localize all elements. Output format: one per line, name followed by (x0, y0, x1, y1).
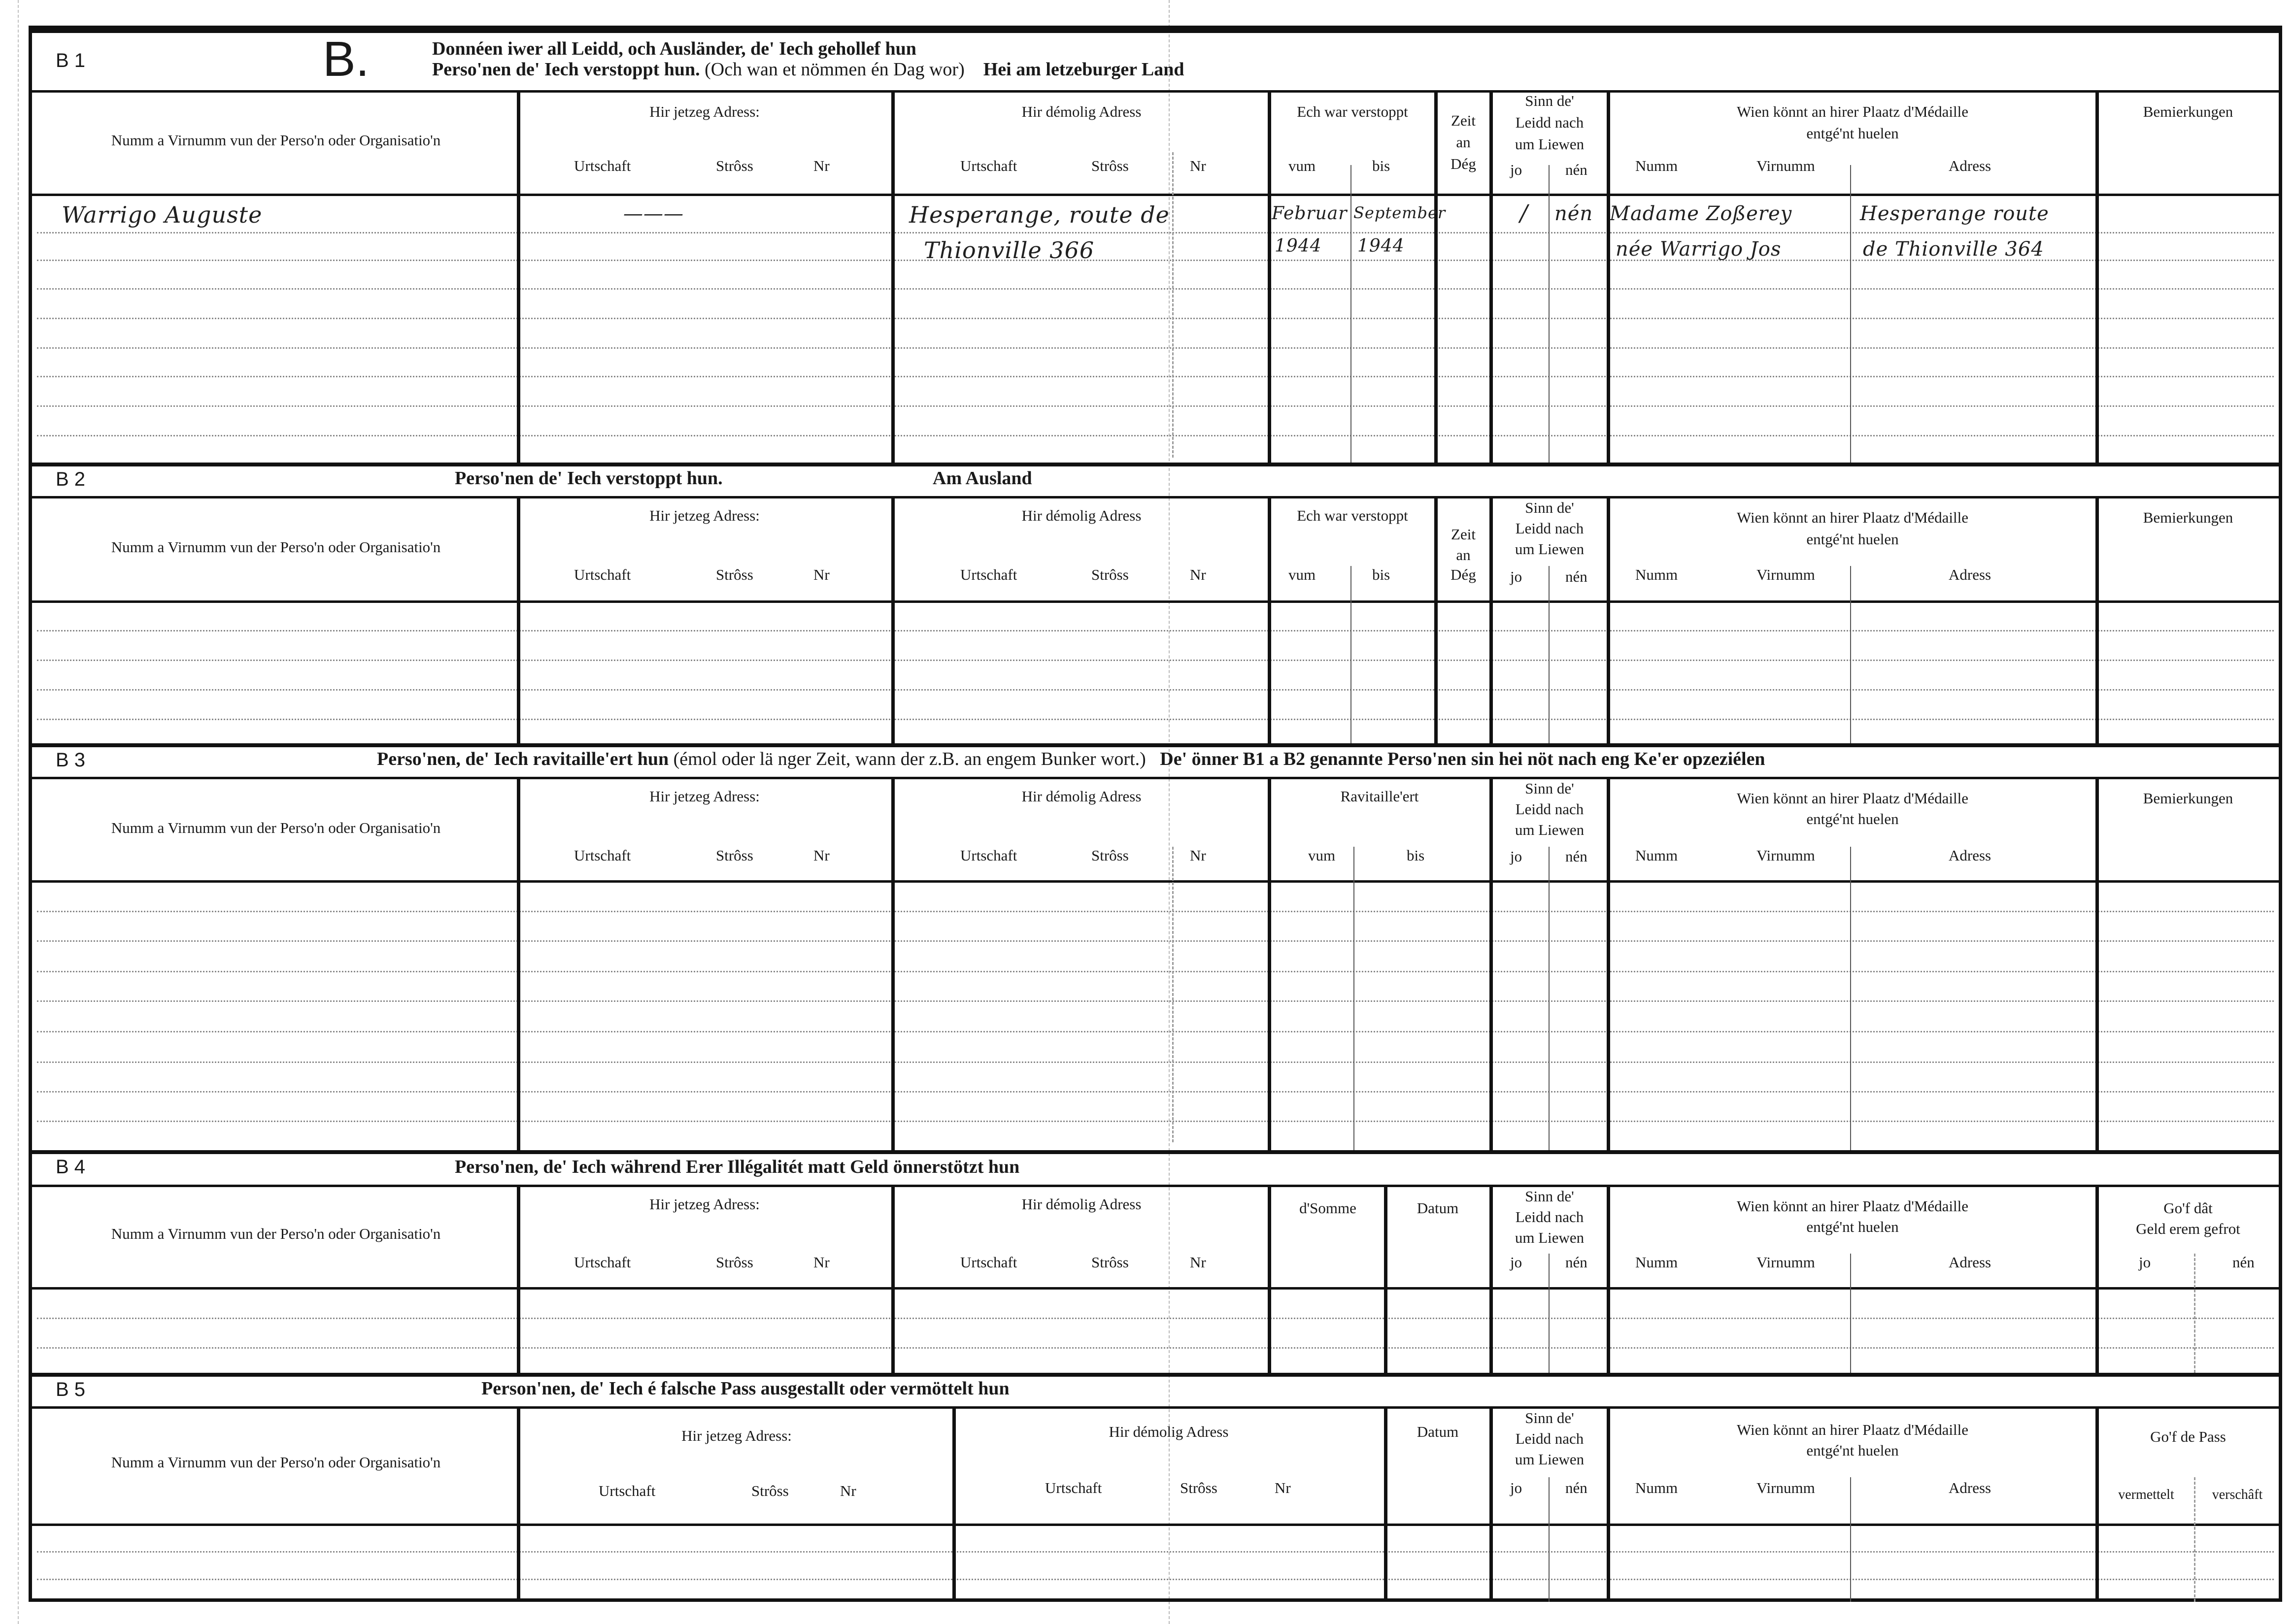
b4-row-line (37, 1347, 2274, 1349)
b1-row-line (37, 288, 2274, 290)
b1-entry-former-address-line1: Hesperange, route de (909, 201, 1170, 228)
b2-row-line (37, 689, 2274, 691)
b1-title-main: Perso'nen de' Iech verstoppt hun. (432, 59, 700, 80)
b2-col-line (891, 496, 895, 743)
b3-stross-header: Strôss (1091, 847, 1129, 864)
b3-medal-line1: Wien könnt an hirer Plaatz d'Médaille (1736, 790, 1969, 807)
b1-col-line (1549, 165, 1550, 463)
b1-entry-from-line1: Februar (1272, 203, 1348, 224)
b2-urtschaft-header: Urtschaft (960, 566, 1017, 583)
b1-urtschaft-header: Urtschaft (574, 157, 631, 174)
b3-col-line (891, 777, 895, 1150)
b1-col-line (891, 90, 895, 463)
b5-date-header: Datum (1417, 1423, 1459, 1440)
b2-header-top (32, 496, 2279, 498)
b1-alive-line1: Sinn de' (1525, 92, 1574, 109)
b5-header-bottom (32, 1524, 2279, 1526)
b4-medal-firstname-header: Virnumm (1756, 1254, 1815, 1271)
b5-urtschaft-header: Urtschaft (599, 1482, 656, 1499)
b5-arranged-header: vermettelt (2118, 1487, 2174, 1502)
form-sheet (29, 26, 2282, 1602)
b3-medal-firstname-header: Virnumm (1756, 847, 1815, 864)
b2-medal-firstname-header: Virnumm (1756, 566, 1815, 583)
b5-former-address-header: Hir démolig Adress (1109, 1423, 1229, 1440)
b1-row-line (37, 376, 2274, 377)
b1-entry-alive-no: nén (1554, 202, 1593, 225)
b4-col-line (2194, 1254, 2195, 1373)
b2-row-line (37, 630, 2274, 631)
b5-pass-header: Go'f de Pass (2150, 1428, 2226, 1445)
b4-stross-header: Strôss (1091, 1254, 1129, 1271)
b4-alive-line3: um Liewen (1515, 1229, 1585, 1246)
b4-current-address-header: Hir jetzeg Adress: (649, 1195, 760, 1213)
b5-col-line (1850, 1477, 1851, 1602)
b3-no-header: nén (1565, 848, 1587, 865)
b4-former-address-header: Hir démolig Adress (1021, 1195, 1142, 1213)
b3-stross-header: Strôss (716, 847, 753, 864)
b2-days-line1: Zeit (1451, 526, 1476, 543)
b1-stross-header: Strôss (716, 157, 753, 174)
b2-header-bottom (32, 600, 2279, 603)
b3-row-line (37, 1061, 2274, 1063)
b1-former-address-header: Hir démolig Adress (1021, 103, 1142, 120)
b1-medal-line2: entgé'nt huelen (1806, 125, 1899, 142)
b2-title-location: Am Ausland (933, 468, 1032, 489)
b3-title (377, 748, 1765, 770)
b3-col-line (1850, 847, 1851, 1150)
b5-stross-header: Strôss (1180, 1479, 1217, 1496)
b2-to-header: bis (1372, 566, 1390, 583)
b1-title-paren-text: (Och wan et nömmen én Dag wor) (705, 59, 965, 80)
b3-row-line (37, 1031, 2274, 1032)
b1-col-line (1350, 165, 1351, 463)
b1-row-line (37, 405, 2274, 407)
b1-col-line (517, 90, 520, 463)
b5-stross-header: Strôss (751, 1482, 789, 1499)
b1-title-line2 (432, 59, 1184, 80)
b3-col-line (517, 777, 520, 1150)
b1-alive-line3: um Liewen (1515, 135, 1585, 153)
b1-nr-header: Nr (1190, 157, 1206, 174)
b1-medal-address-header: Adress (1949, 157, 1991, 174)
b1-days-line1: Zeit (1451, 112, 1476, 129)
b3-header-bottom (32, 880, 2279, 883)
b2-no-header: nén (1565, 568, 1587, 585)
b3-row-line (37, 1000, 2274, 1002)
b2-days-line2: an (1456, 546, 1471, 563)
b2-yes-header: jo (1510, 568, 1522, 585)
b3-col-line (1268, 777, 1271, 1150)
b1-entry-from-line2: 1944 (1275, 236, 1322, 256)
b2-col-line (517, 496, 520, 743)
left-edge-line (18, 0, 19, 1624)
b4-title: Perso'nen, de' Iech während Erer Illégalitét matt Geld önnerstötzt hun (455, 1157, 1020, 1177)
b3-current-address-header: Hir jetzeg Adress: (649, 788, 760, 805)
b2-remarks-header: Bemierkungen (2143, 509, 2233, 526)
b4-top-border (32, 1150, 2279, 1154)
b5-alive-line2: Leidd nach (1515, 1430, 1584, 1447)
b3-medal-address-header: Adress (1949, 847, 1991, 864)
b1-title-line1: Donnéen iwer all Leidd, och Ausländer, de' Iech gehollef hun (432, 38, 916, 59)
b5-row-line (37, 1579, 2274, 1580)
b3-from-header: vum (1308, 847, 1336, 864)
b5-section-label: B 5 (56, 1379, 86, 1400)
b5-header-top (32, 1406, 2279, 1409)
b5-medal-line2: entgé'nt huelen (1806, 1442, 1899, 1459)
b3-row-line (37, 971, 2274, 972)
b1-medal-line1: Wien könnt an hirer Plaatz d'Médaille (1736, 103, 1969, 120)
b2-from-header: vum (1288, 566, 1316, 583)
b5-yes-header: jo (1510, 1479, 1522, 1496)
b1-hidden-header: Ech war verstoppt (1297, 103, 1408, 120)
b1-entry-medal-address-line2: de Thionville 364 (1863, 238, 2044, 261)
b2-medal-address-header: Adress (1949, 566, 1991, 583)
b3-alive-line2: Leidd nach (1515, 800, 1584, 818)
b2-hidden-header: Ech war verstoppt (1297, 507, 1408, 524)
b3-header-top (32, 777, 2279, 779)
b4-nr-header: Nr (1190, 1254, 1206, 1271)
b1-days-line3: Dég (1451, 155, 1476, 172)
b4-medal-name-header: Numm (1635, 1254, 1678, 1271)
b3-col-line (1549, 847, 1550, 1150)
b2-medal-name-header: Numm (1635, 566, 1678, 583)
b1-col-line (1172, 152, 1174, 458)
b5-col-line (1549, 1477, 1550, 1602)
b3-row-line (37, 1121, 2274, 1122)
b2-nr-header: Nr (1190, 566, 1206, 583)
b1-col-line (2095, 90, 2099, 463)
b4-urtschaft-header: Urtschaft (960, 1254, 1017, 1271)
b1-row-line (37, 347, 2274, 349)
b2-days-line3: Dég (1451, 566, 1476, 583)
b2-medal-line1: Wien könnt an hirer Plaatz d'Médaille (1736, 509, 1969, 526)
b1-remarks-header: Bemierkungen (2143, 103, 2233, 120)
b1-nr-header: Nr (813, 157, 830, 174)
b5-no-header: nén (1565, 1479, 1587, 1496)
b1-no-header: nén (1565, 161, 1587, 178)
b4-medal-line1: Wien könnt an hirer Plaatz d'Médaille (1736, 1197, 1969, 1215)
b3-remarks-header: Bemierkungen (2143, 790, 2233, 807)
b2-row-line (37, 719, 2274, 720)
b1-entry-name: Warrigo Auguste (62, 201, 263, 228)
b1-row-line (37, 435, 2274, 436)
b3-title-note: De' önner B1 a B2 genannte Perso'nen sin hei nöt nach eng Ke'er opzeziélen (1160, 749, 1765, 769)
b3-col-line (1353, 847, 1354, 1150)
b2-stross-header: Strôss (716, 566, 753, 583)
b1-entry-alive-yes: / (1520, 199, 1528, 226)
b5-medal-address-header: Adress (1949, 1479, 1991, 1496)
b5-provided-header: verschâft (2212, 1487, 2263, 1502)
b1-entry-medal-address-line1: Hesperange route (1860, 202, 2049, 225)
b3-alive-line3: um Liewen (1515, 821, 1585, 838)
b4-section-label: B 4 (56, 1156, 86, 1178)
b3-alive-line1: Sinn de' (1525, 780, 1574, 797)
b5-nr-header: Nr (1275, 1479, 1291, 1496)
b4-header-bottom (32, 1287, 2279, 1290)
b2-row-line (37, 660, 2274, 661)
b2-alive-line2: Leidd nach (1515, 520, 1584, 537)
b4-medal-address-header: Adress (1949, 1254, 1991, 1271)
b4-alive-line1: Sinn de' (1525, 1188, 1574, 1205)
b5-row-line (37, 1551, 2274, 1553)
b5-name-header: Numm a Virnumm vun der Perso'n oder Organisatio'n (111, 1454, 441, 1471)
b4-urtschaft-header: Urtschaft (574, 1254, 631, 1271)
b4-row-line (37, 1318, 2274, 1319)
b2-top-border (32, 463, 2279, 466)
b5-col-line (2194, 1477, 2195, 1602)
b2-section-label: B 2 (56, 468, 86, 490)
b2-current-address-header: Hir jetzeg Adress: (649, 507, 760, 524)
b1-col-line (1268, 90, 1271, 463)
b1-entry-to-line1: September (1353, 203, 1446, 222)
b3-supplied-header: Ravitaille'ert (1340, 788, 1419, 805)
b4-repay-yes-header: jo (2139, 1254, 2151, 1271)
b4-repay-no-header: nén (2232, 1254, 2255, 1271)
b3-row-line (37, 1091, 2274, 1093)
b4-stross-header: Strôss (716, 1254, 753, 1271)
b3-medal-line2: entgé'nt huelen (1806, 810, 1899, 828)
b2-title: Perso'nen de' Iech verstoppt hun. (455, 468, 723, 489)
section-letter: B. (323, 32, 370, 87)
b1-header-top (32, 90, 2279, 93)
b3-title-main: Perso'nen, de' Iech ravitaille'ert hun (377, 749, 669, 769)
b3-nr-header: Nr (1190, 847, 1206, 864)
b2-former-address-header: Hir démolig Adress (1021, 507, 1142, 524)
b1-medal-firstname-header: Virnumm (1756, 157, 1815, 174)
b4-date-header: Datum (1417, 1199, 1459, 1217)
b3-row-line (37, 940, 2274, 942)
b1-header-bottom (32, 194, 2279, 196)
b1-urtschaft-header: Urtschaft (960, 157, 1017, 174)
b1-entry-medal-name-line2: née Warrigo Jos (1616, 238, 1782, 261)
b4-alive-line2: Leidd nach (1515, 1208, 1584, 1226)
b4-repay-line1: Go'f dât (2163, 1199, 2213, 1217)
b2-alive-line1: Sinn de' (1525, 499, 1574, 516)
b2-col-line (1268, 496, 1271, 743)
b3-top-border (32, 743, 2279, 747)
b2-col-line (1350, 566, 1351, 743)
b2-urtschaft-header: Urtschaft (574, 566, 631, 583)
b3-urtschaft-header: Urtschaft (960, 847, 1017, 864)
b3-former-address-header: Hir démolig Adress (1021, 788, 1142, 805)
b1-to-header: bis (1372, 157, 1390, 174)
b1-from-header: vum (1288, 157, 1316, 174)
b4-col-line (1850, 1254, 1851, 1373)
b4-repay-line2: Geld erem gefrot (2136, 1220, 2240, 1237)
b5-medal-name-header: Numm (1635, 1479, 1678, 1496)
b1-name-header: Numm a Virnumm vun der Perso'n oder Organisatio'n (111, 132, 441, 149)
b2-name-header: Numm a Virnumm vun der Perso'n oder Organisatio'n (111, 538, 441, 556)
b4-medal-line2: entgé'nt huelen (1806, 1218, 1899, 1235)
b1-col-line (1850, 165, 1851, 463)
b5-urtschaft-header: Urtschaft (1045, 1479, 1102, 1496)
b4-nr-header: Nr (813, 1254, 830, 1271)
b1-medal-name-header: Numm (1635, 157, 1678, 174)
b3-urtschaft-header: Urtschaft (574, 847, 631, 864)
b5-top-border (32, 1373, 2279, 1377)
b1-entry-former-address-line2: Thionville 366 (924, 237, 1095, 264)
b3-section-label: B 3 (56, 749, 86, 771)
b4-header-top (32, 1185, 2279, 1187)
b2-nr-header: Nr (813, 566, 830, 583)
b5-alive-line3: um Liewen (1515, 1451, 1585, 1468)
b5-title: Person'nen, de' Iech é falsche Pass ausgestallt oder vermöttelt hun (481, 1378, 1010, 1399)
b5-medal-firstname-header: Virnumm (1756, 1479, 1815, 1496)
b5-current-address-header: Hir jetzeg Adress: (681, 1427, 792, 1444)
b2-stross-header: Strôss (1091, 566, 1129, 583)
b1-alive-line2: Leidd nach (1515, 114, 1584, 131)
b3-nr-header: Nr (813, 847, 830, 864)
b3-to-header: bis (1407, 847, 1425, 864)
b5-nr-header: Nr (840, 1482, 856, 1499)
b3-col-line (1172, 847, 1174, 1142)
b1-entry-to-line2: 1944 (1357, 236, 1405, 256)
b2-col-line (1549, 566, 1550, 743)
b3-name-header: Numm a Virnumm vun der Perso'n oder Organisatio'n (111, 819, 441, 836)
b1-row-line (37, 318, 2274, 319)
b1-entry-current-address: ——— (623, 202, 684, 225)
b1-days-line2: an (1456, 133, 1471, 151)
b4-yes-header: jo (1510, 1254, 1522, 1271)
b3-col-line (2095, 777, 2099, 1150)
b1-section-label: B 1 (56, 50, 86, 71)
b1-row-line (37, 232, 2274, 233)
b1-title-location: Hei am letzeburger Land (983, 59, 1184, 80)
b1-stross-header: Strôss (1091, 157, 1129, 174)
b1-entry-medal-name-line1: Madame Zoßerey (1610, 202, 1792, 225)
b1-current-address-header: Hir jetzeg Adress: (649, 103, 760, 120)
b5-alive-line1: Sinn de' (1525, 1409, 1574, 1426)
b4-name-header: Numm a Virnumm vun der Perso'n oder Organisatio'n (111, 1225, 441, 1242)
b5-medal-line1: Wien könnt an hirer Plaatz d'Médaille (1736, 1421, 1969, 1438)
b4-no-header: nén (1565, 1254, 1587, 1271)
b3-title-paren: (émol oder lä nger Zeit, wann der z.B. an engem Bunker wort.) (673, 749, 1146, 769)
b4-col-line (1549, 1254, 1550, 1373)
b3-row-line (37, 911, 2274, 912)
b2-alive-line3: um Liewen (1515, 540, 1585, 558)
b3-medal-name-header: Numm (1635, 847, 1678, 864)
b3-yes-header: jo (1510, 848, 1522, 865)
b1-yes-header: jo (1510, 161, 1522, 178)
b2-col-line (1850, 566, 1851, 743)
b2-medal-line2: entgé'nt huelen (1806, 530, 1899, 548)
b4-amount-header: d'Somme (1299, 1199, 1356, 1217)
